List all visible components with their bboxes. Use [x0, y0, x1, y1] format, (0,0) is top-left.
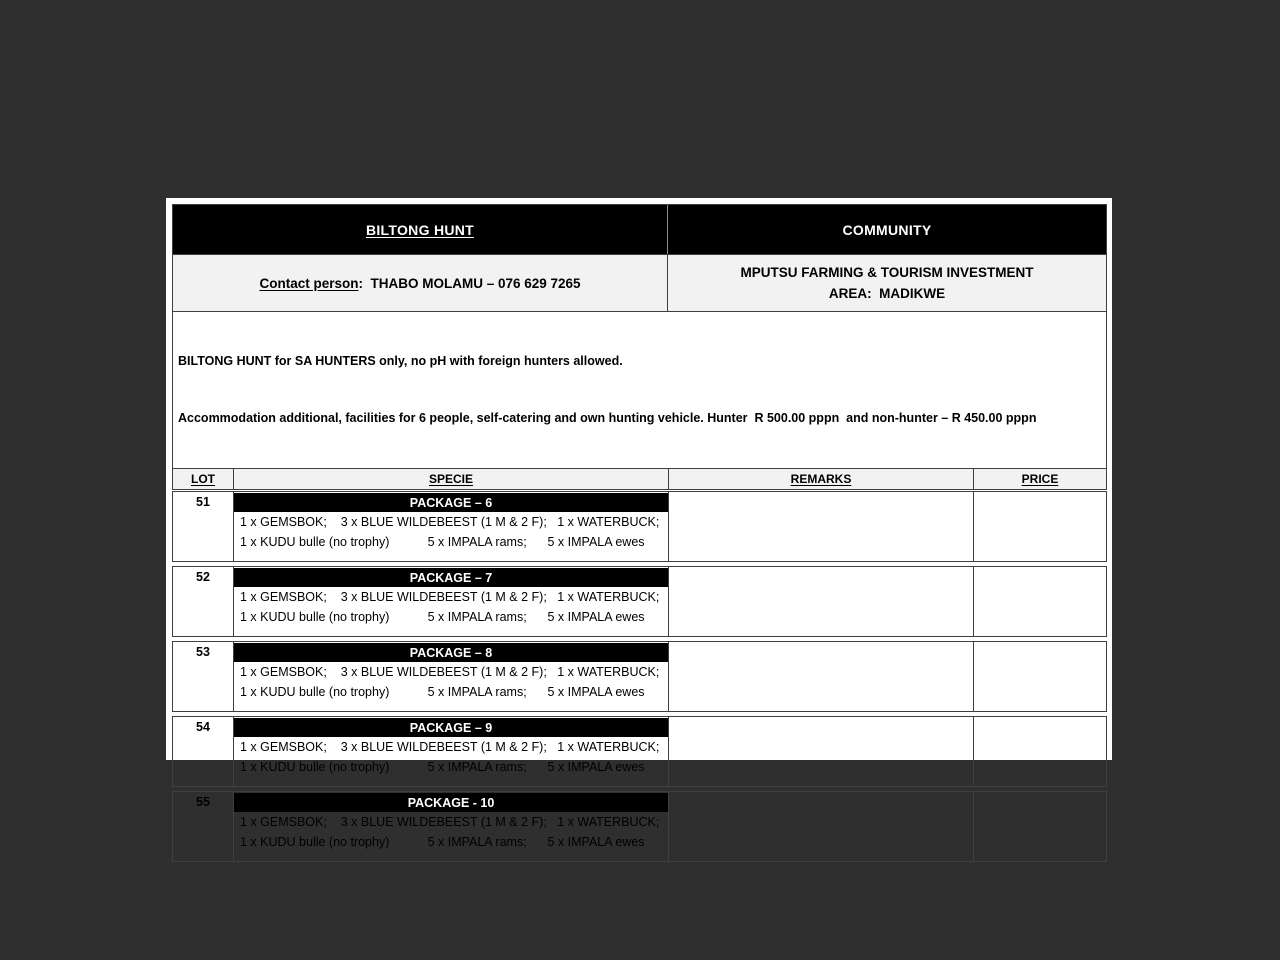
price-cell [973, 492, 1106, 561]
community-title: COMMUNITY [842, 221, 932, 238]
community-area: AREA: MADIKWE [828, 286, 946, 301]
specie-cell [233, 492, 668, 561]
price-cell [973, 792, 1106, 861]
contact-person-cell [173, 255, 668, 311]
community-info-cell [668, 255, 1106, 311]
table-row [172, 641, 1107, 712]
table-row [172, 491, 1107, 562]
title-cell-biltong-hunt [173, 205, 668, 254]
table-row [172, 791, 1107, 862]
specie-line-2: 1 x KUDU bulle (no trophy) 5 x IMPALA rams; 5 x IMPALA ewes [240, 685, 645, 699]
lot-number: 55 [196, 795, 210, 809]
title-cell-community [668, 205, 1106, 254]
column-header-specie: SPECIE [233, 469, 668, 489]
document-header-section [172, 204, 1107, 490]
biltong-hunt-title: BILTONG HUNT [365, 221, 475, 238]
column-header-remarks: REMARKS [668, 469, 973, 489]
package-title-bar: PACKAGE – 9 [234, 718, 668, 737]
specie-line-1: 1 x GEMSBOK; 3 x BLUE WILDEBEEST (1 M & 2 F); 1 x WATERBUCK; [240, 815, 660, 829]
contact-person-label: Contact person [259, 275, 359, 291]
remarks-cell [668, 642, 973, 711]
column-header-price: PRICE [973, 469, 1106, 489]
specie-line-2: 1 x KUDU bulle (no trophy) 5 x IMPALA rams; 5 x IMPALA ewes [240, 760, 645, 774]
note-line-1: BILTONG HUNT for SA HUNTERS only, no pH with foreign hunters allowed. [178, 354, 623, 368]
remarks-cell [668, 567, 973, 636]
package-title-bar: PACKAGE – 8 [234, 643, 668, 662]
lot-number: 54 [196, 720, 210, 734]
remarks-cell [668, 792, 973, 861]
notes-section [173, 311, 1106, 468]
package-title-bar: PACKAGE – 7 [234, 568, 668, 587]
specie-line-1: 1 x GEMSBOK; 3 x BLUE WILDEBEEST (1 M & 2 F); 1 x WATERBUCK; [240, 590, 660, 604]
specie-line-1: 1 x GEMSBOK; 3 x BLUE WILDEBEEST (1 M & 2 F); 1 x WATERBUCK; [240, 665, 660, 679]
lot-number: 52 [196, 570, 210, 584]
specie-line-1: 1 x GEMSBOK; 3 x BLUE WILDEBEEST (1 M & 2 F); 1 x WATERBUCK; [240, 515, 660, 529]
specie-line-2: 1 x KUDU bulle (no trophy) 5 x IMPALA rams; 5 x IMPALA ewes [240, 610, 645, 624]
table-row [172, 716, 1107, 787]
lot-number: 51 [196, 495, 210, 509]
remarks-cell [668, 492, 973, 561]
contact-person-value: : THABO MOLAMU – 076 629 7265 [358, 275, 581, 291]
contact-row [173, 254, 1106, 311]
specie-cell [233, 567, 668, 636]
specie-line-2: 1 x KUDU bulle (no trophy) 5 x IMPALA rams; 5 x IMPALA ewes [240, 535, 645, 549]
price-cell [973, 567, 1106, 636]
table-row [172, 566, 1107, 637]
specie-line-2: 1 x KUDU bulle (no trophy) 5 x IMPALA rams; 5 x IMPALA ewes [240, 835, 645, 849]
package-title-bar: PACKAGE – 6 [234, 493, 668, 512]
package-title-bar: PACKAGE - 10 [234, 793, 668, 812]
price-cell [973, 717, 1106, 786]
community-org-name: MPUTSU FARMING & TOURISM INVESTMENT [740, 265, 1034, 280]
document-page [166, 198, 1112, 849]
note-line-2: Accommodation additional, facilities for 6 people, self-catering and own hunting vehicle. Hunter R 500.00 pppn and non-hunter – R 450.00 pppn [178, 411, 1037, 425]
column-header-lot: LOT [191, 472, 215, 486]
column-header-row [173, 468, 1106, 489]
title-row [173, 205, 1106, 254]
specie-cell [233, 642, 668, 711]
price-cell [973, 642, 1106, 711]
specie-cell [233, 792, 668, 861]
specie-cell [233, 717, 668, 786]
remarks-cell [668, 717, 973, 786]
specie-line-1: 1 x GEMSBOK; 3 x BLUE WILDEBEEST (1 M & 2 F); 1 x WATERBUCK; [240, 740, 660, 754]
lot-number: 53 [196, 645, 210, 659]
